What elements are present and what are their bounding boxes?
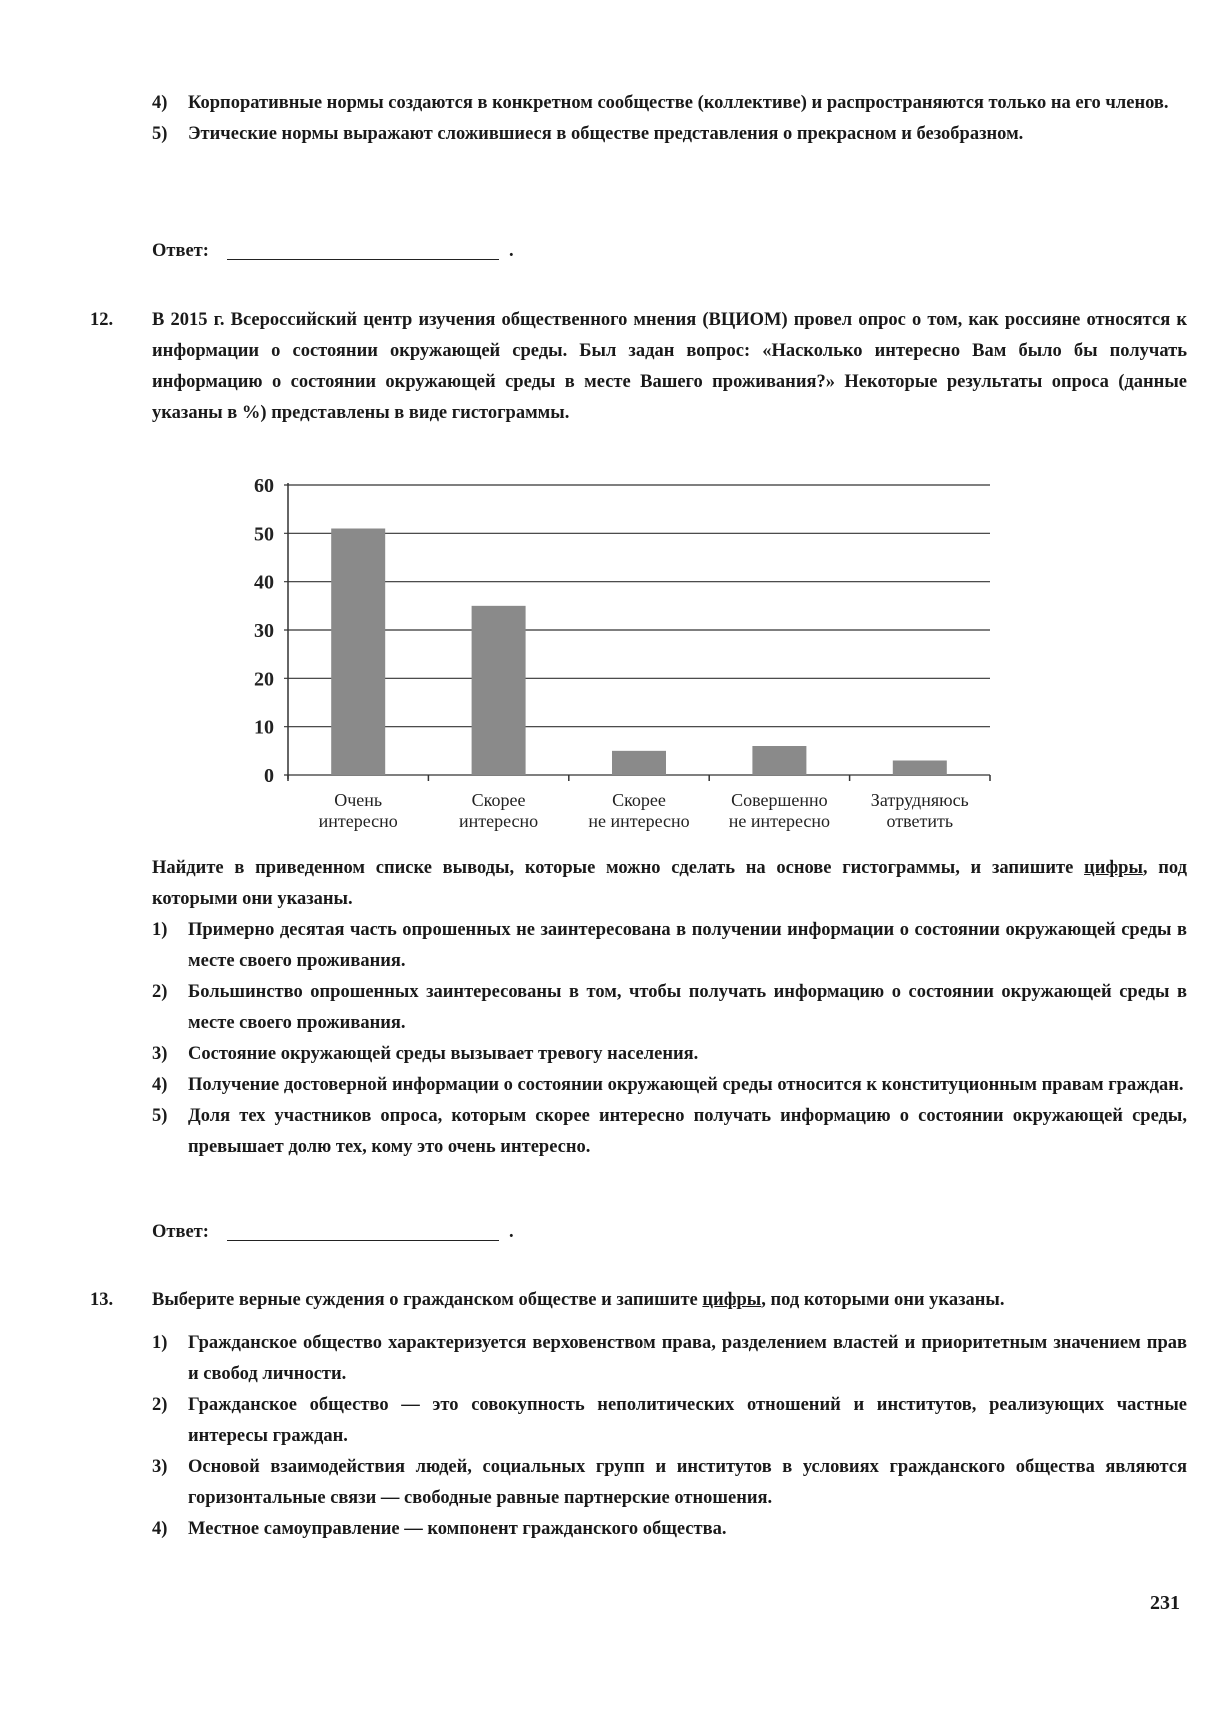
option-item bbox=[152, 1390, 1187, 1452]
x-tick-label: не интересно bbox=[728, 811, 831, 831]
q12-task: Найдите в приведенном списке выводы, которые можно сделать на основе гистограммы, и запишите цифры, под которыми они указаны. 1) Примерно десятая часть опрошенных не заинтересована в получении информации о состоянии окружающей среды в месте своего проживания. 2) Большинство опрошенных заинтересованы в том, чтобы получать информацию о состоянии окружающей среды в месте своего проживания. 3) Состояние окружающей среды вызывает тревогу населения. 4) Получение достоверной информации о состоянии окружающей среды относится к конституционным правам граждан. 5) Доля тех участников опроса, которым скорее интересно получать информацию о состоянии окружающей среды, превышает долю тех, кому это очень интересно. bbox=[152, 853, 1187, 1163]
x-tick-label: Скорее bbox=[471, 790, 526, 810]
option-number: 3) bbox=[152, 1044, 168, 1064]
y-tick-label: 30 bbox=[254, 620, 274, 642]
option-number: 4) bbox=[152, 1519, 168, 1539]
option-text: Гражданское общество характеризуется верховенством права, разделением властей и приоритетным значением прав и свобод личности. bbox=[188, 1333, 1187, 1384]
option-number: 1) bbox=[152, 920, 168, 940]
option-number: 1) bbox=[152, 1333, 168, 1353]
y-tick-label: 20 bbox=[254, 668, 274, 691]
option-item bbox=[152, 1039, 1187, 1070]
q11-answer: Ответ: . bbox=[152, 241, 514, 261]
answer-field[interactable] bbox=[227, 243, 499, 260]
bar bbox=[612, 751, 666, 775]
option-number: 2) bbox=[152, 982, 168, 1002]
option-text: Доля тех участников опроса, которым скорее интересно получать информацию о состоянии окружающей среды, превышает долю тех, кому это очень интересно. bbox=[188, 1106, 1187, 1157]
option-text: Гражданское общество — это совокупность неполитических отношений и институтов, реализующих частные интересы граждан. bbox=[188, 1395, 1187, 1446]
option-item bbox=[152, 1070, 1187, 1101]
option-number: 4) bbox=[152, 1075, 168, 1095]
option-number: 2) bbox=[152, 1395, 168, 1415]
option-item bbox=[152, 1514, 1187, 1545]
option-text: Местное самоуправление — компонент гражданского общества. bbox=[188, 1519, 727, 1539]
option-item: 5) Этические нормы выражают сложившиеся в обществе представления о прекрасном и безобразном. bbox=[152, 124, 1024, 144]
question-number: 12. bbox=[90, 310, 114, 330]
x-tick-label: Очень bbox=[334, 790, 383, 810]
option-text: Примерно десятая часть опрошенных не заинтересована в получении информации о состоянии окружающей среды в месте своего проживания. bbox=[188, 920, 1187, 971]
y-tick-label: 0 bbox=[264, 765, 274, 787]
x-tick-label: интересно bbox=[459, 811, 539, 831]
q12-answer: Ответ: . bbox=[152, 1222, 514, 1242]
x-tick-label: интересно bbox=[318, 811, 398, 831]
x-tick-label: Затрудняюсь bbox=[870, 790, 969, 810]
bar bbox=[331, 529, 385, 776]
y-tick-label: 50 bbox=[254, 523, 274, 546]
q11-items bbox=[152, 88, 1187, 150]
y-tick-label: 40 bbox=[254, 571, 274, 594]
option-item bbox=[152, 1452, 1187, 1514]
option-text: Основой взаимодействия людей, социальных групп и институтов в условиях гражданского общества являются горизонтальные связи — свободные равные партнерские отношения. bbox=[188, 1457, 1187, 1508]
option-item bbox=[152, 1328, 1187, 1390]
x-tick-label: Скорее bbox=[612, 790, 666, 810]
option-number: 5) bbox=[152, 1106, 168, 1126]
option-text: Состояние окружающей среды вызывает тревогу населения. bbox=[188, 1044, 699, 1064]
x-tick-label: ответить bbox=[886, 811, 954, 831]
option-item: 4) Корпоративные нормы создаются в конкретном сообществе (коллективе) и распространяются только на его членов. bbox=[152, 93, 1169, 113]
q12-intro: В 2015 г. Всероссийский центр изучения общественного мнения (ВЦИОМ) провел опрос о том, как россияне относятся к информации о состоянии окружающей среды. Был задан вопрос: «Насколько интересно Вам было бы получать информацию о состоянии окружающей среды в месте Вашего проживания?» Некоторые результаты опроса (данные указаны в %) представлены в виде гистограммы. bbox=[152, 310, 1187, 423]
y-tick-label: 60 bbox=[254, 475, 274, 497]
option-item bbox=[152, 915, 1187, 977]
option-item bbox=[152, 1101, 1187, 1163]
option-text: Получение достоверной информации о состоянии окружающей среды относится к конституционным правам граждан. bbox=[188, 1075, 1184, 1095]
option-number: 3) bbox=[152, 1457, 168, 1477]
page-number: 231 bbox=[1150, 1592, 1180, 1614]
bar bbox=[893, 761, 947, 776]
y-tick-label: 10 bbox=[254, 716, 274, 739]
q13-task: Выберите верные суждения о гражданском обществе и запишите цифры, под которыми они указаны. 1) Гражданское общество характеризуется верховенством права, разделением властей и приоритетным значением прав и свобод личности. 2) Гражданское общество — это совокупность неполитических отношений и институтов, реализующих частные интересы граждан. 3) Основой взаимодействия людей, социальных групп и институтов в условиях гражданского общества являются горизонтальные связи — свободные равные партнерские отношения. 4) Местное самоуправление — компонент гражданского общества. bbox=[152, 1285, 1187, 1545]
bar bbox=[752, 746, 806, 775]
option-text: Большинство опрошенных заинтересованы в том, чтобы получать информацию о состоянии окружающей среды в месте своего проживания. bbox=[188, 982, 1187, 1033]
bar bbox=[472, 606, 526, 775]
question-number: 13. bbox=[90, 1290, 114, 1310]
histogram-chart bbox=[250, 470, 1010, 840]
answer-field[interactable] bbox=[227, 1224, 499, 1241]
x-tick-label: Совершенно bbox=[731, 790, 828, 810]
x-tick-label: не интересно bbox=[588, 811, 690, 831]
option-item bbox=[152, 977, 1187, 1039]
